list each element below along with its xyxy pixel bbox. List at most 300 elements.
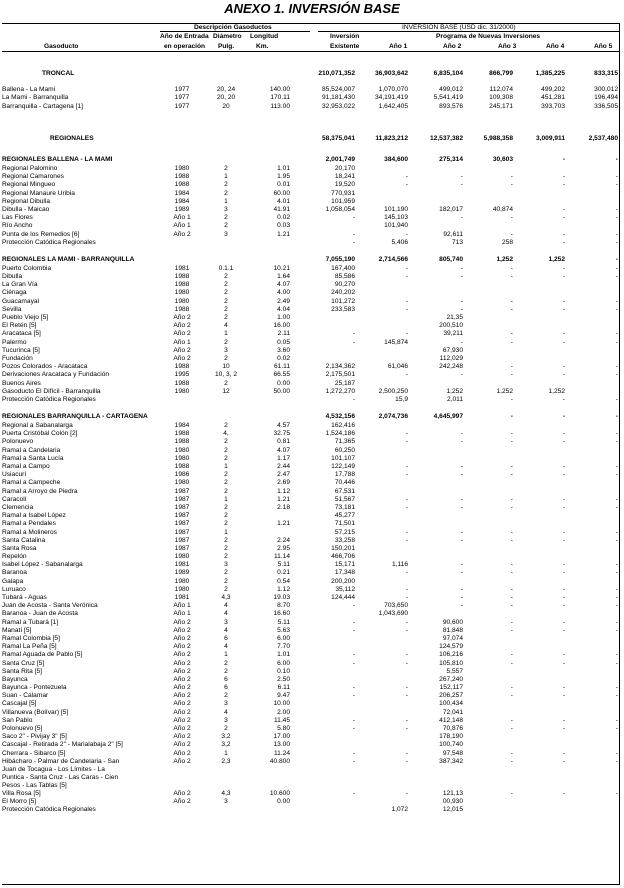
total-value: - <box>615 255 618 263</box>
anio-5-cell: - <box>615 214 618 222</box>
total-value: 1,252 <box>548 255 565 263</box>
anio-5-cell: - <box>615 789 618 797</box>
inversion-existente-cell <box>290 676 355 684</box>
length-cell <box>250 396 290 404</box>
anio-2-cell <box>408 610 463 618</box>
inversion-existente-cell: 770,931 <box>331 189 355 197</box>
year-cell: Año 2 <box>173 667 191 675</box>
length-cell: 40.800 <box>269 757 290 765</box>
spacer-cell <box>2 143 618 155</box>
length-cell: 17.00 <box>273 733 290 741</box>
total-value: 2,714,566 <box>378 255 408 263</box>
anio-5-cell: - <box>615 528 618 536</box>
anio-1-cell <box>355 289 408 297</box>
anio-5-cell: - <box>615 651 618 659</box>
anio-5-cell: - <box>615 305 618 313</box>
gasoducto-name: Santa Rosa <box>2 544 37 552</box>
anio-5-cell <box>565 222 618 230</box>
gasoducto-name: Villanueva (Bolívar) [5] <box>2 708 69 716</box>
diameter-cell: 20 <box>222 102 230 110</box>
year-cell: Año 1 <box>173 602 191 610</box>
anio-3-cell: - <box>510 651 513 659</box>
anio-2-cell: 81,848 <box>442 626 463 634</box>
length-cell: 4.07 <box>277 281 290 289</box>
inversion-existente-cell: 71,501 <box>334 520 355 528</box>
anio-5-cell: - <box>615 395 618 403</box>
anio-4-cell <box>513 379 565 387</box>
anio-1-cell <box>355 190 408 198</box>
anio-1-cell <box>355 447 408 455</box>
year-cell: Año 2 <box>173 675 191 683</box>
diameter-cell: 12 <box>222 387 230 395</box>
diameter-cell: 6 <box>224 684 228 692</box>
anio-2-cell: - <box>460 495 463 503</box>
year-cell: 1987 <box>174 487 190 495</box>
table-row <box>2 355 618 363</box>
anio-5-cell: - <box>615 692 618 700</box>
table-row <box>2 561 618 569</box>
year-cell: 1989 <box>174 569 190 577</box>
table-row <box>2 388 618 396</box>
inversion-existente-cell: 32,953,022 <box>321 102 355 110</box>
length-cell: 7.70 <box>277 643 290 651</box>
table-row <box>2 430 618 438</box>
anio-5-cell <box>565 668 618 676</box>
table-row <box>2 265 618 273</box>
inversion-existente-cell: - <box>352 230 355 238</box>
diameter-cell: 3 <box>224 797 228 805</box>
length-cell: 0.05 <box>277 338 290 346</box>
gasoducto-name: Baranoa <box>2 569 27 577</box>
anio-1-cell: 1,043,690 <box>378 610 408 618</box>
gasoducto-name: Ballena - La Mami <box>2 86 56 94</box>
table-row <box>2 496 618 504</box>
diameter-cell <box>202 806 250 814</box>
length-cell: 2.47 <box>277 471 290 479</box>
inversion-existente-cell <box>290 643 355 651</box>
gasoducto-name: Ramal Aguada de Pablo [5] <box>2 651 83 659</box>
anio-4-cell: - <box>562 585 565 593</box>
length-cell: 8.70 <box>277 602 290 610</box>
year-cell: Año 2 <box>173 741 191 749</box>
anio-5-cell: - <box>615 659 618 667</box>
gasoducto-name: Santa Rita [5] <box>2 667 42 675</box>
diameter-cell: 2 <box>224 520 228 528</box>
diameter-cell: 10, 3, 2 <box>215 371 237 379</box>
section-label: REGIONALES BARRANQUILLA - CARTAGENA <box>2 413 148 420</box>
year-cell: 1981 <box>174 594 190 602</box>
anio-4-cell: - <box>562 659 565 667</box>
diameter-cell <box>202 239 250 247</box>
gasoducto-name: Puerto Colombia <box>2 264 52 272</box>
table-row <box>2 230 618 238</box>
anio-5-cell: - <box>615 230 618 238</box>
gasoducto-name: Ramal a Arroyo de Piedra <box>2 487 78 495</box>
gasoducto-name: Gasoducto El Difícil - Barranquilla <box>2 387 101 395</box>
regionales-total-value: 11,823,212 <box>375 134 408 142</box>
anio-5-cell: - <box>615 757 618 765</box>
anio-4-cell <box>513 322 565 330</box>
table-row <box>2 322 618 330</box>
anio-1-cell <box>355 422 408 430</box>
inversion-existente-cell: - <box>352 716 355 724</box>
anio-5-cell <box>565 643 618 651</box>
anio-2-cell: - <box>460 528 463 536</box>
diameter-cell: 2 <box>224 289 228 297</box>
anio-5-cell <box>565 488 618 496</box>
gasoducto-name: Luruaco <box>2 585 26 593</box>
anio-5-cell <box>565 610 618 618</box>
table-row <box>2 455 618 463</box>
diameter-cell: 2 <box>224 659 228 667</box>
diameter-cell: 3,2 <box>221 741 231 749</box>
year-cell: Año 2 <box>173 757 191 765</box>
gasoducto-name: Saco 2" - Pivijay 3" [5] <box>2 733 67 741</box>
length-cell: 113.00 <box>270 102 290 110</box>
anio-4-cell: - <box>562 395 565 403</box>
anio-3-cell <box>463 479 513 487</box>
investment-table <box>2 62 618 814</box>
anio-4-cell <box>513 314 565 322</box>
anio-2-cell: 12,015 <box>442 806 463 814</box>
anio-4-cell <box>513 190 565 198</box>
diameter-cell: 1 <box>224 173 228 181</box>
anio-2-cell: 178,190 <box>439 733 463 741</box>
anio-1-cell: - <box>405 230 408 238</box>
diameter-cell: 3,2 <box>221 733 231 741</box>
anio-2-cell <box>408 281 463 289</box>
gasoducto-name: Polonuevo [5] <box>2 725 43 733</box>
anio-5-cell <box>565 709 618 717</box>
anio-4-cell: - <box>562 651 565 659</box>
table-row <box>2 396 618 404</box>
inversion-existente-cell <box>290 347 355 355</box>
anio-1-cell <box>355 700 408 708</box>
anio-4-cell: - <box>562 594 565 602</box>
inversion-existente-cell: 51,567 <box>334 495 355 503</box>
anio-1-cell <box>355 553 408 561</box>
anio-4-cell: - <box>562 438 565 446</box>
anio-1-cell <box>355 578 408 586</box>
table-row <box>2 528 618 536</box>
table-row <box>2 289 618 297</box>
anio-1-cell: 145,103 <box>384 214 408 222</box>
gasoducto-name: Ramal a Pendales <box>2 520 56 528</box>
gasoducto-name: Puerta Cristóbal Colón [2] <box>2 430 78 438</box>
inversion-existente-cell: 17,788 <box>334 471 355 479</box>
table-row <box>2 422 618 430</box>
spacer-row <box>2 404 618 412</box>
year-cell: 1988 <box>174 463 190 471</box>
section-header-row <box>2 412 618 422</box>
anio-1-cell: - <box>405 273 408 281</box>
length-cell: 6.11 <box>277 684 290 692</box>
year-cell: Año 2 <box>173 716 191 724</box>
anio-4-cell <box>513 545 565 553</box>
anio-2-cell: 5,557 <box>446 667 463 675</box>
anio-3-cell: - <box>510 503 513 511</box>
anio-5-cell: - <box>615 569 618 577</box>
year-cell: Año 2 <box>173 643 191 651</box>
regionales-total-value: 5,988,358 <box>483 134 513 142</box>
gasoducto-name: Ramal a Campeche <box>2 479 61 487</box>
anio-5-cell: - <box>615 471 618 479</box>
anio-4-cell <box>513 733 565 741</box>
anio-1-cell: - <box>405 626 408 634</box>
anio-5-cell <box>565 347 618 355</box>
anio-4-cell <box>513 347 565 355</box>
diameter-cell: 2 <box>224 512 228 520</box>
anio-4-cell <box>513 668 565 676</box>
table-row <box>2 668 618 676</box>
inversion-existente-cell: 57,215 <box>334 528 355 536</box>
inversion-existente-cell: - <box>352 395 355 403</box>
year-cell: 1980 <box>174 479 190 487</box>
header-anio2: Año 2 <box>443 43 462 50</box>
inversion-existente-cell: 60,250 <box>334 446 355 454</box>
anio-3-cell <box>463 488 513 496</box>
anio-4-cell: - <box>562 528 565 536</box>
diameter-cell: 4,3 <box>221 789 231 797</box>
length-cell: 0.54 <box>277 577 290 585</box>
gasoducto-name: Ramal La Peña [5] <box>2 643 57 651</box>
anio-3-cell <box>463 379 513 387</box>
year-cell: Año 2 <box>173 322 191 330</box>
anio-3-cell <box>463 520 513 528</box>
inversion-existente-cell: - <box>352 725 355 733</box>
diameter-cell <box>202 396 250 404</box>
anio-5-cell <box>565 322 618 330</box>
anio-1-cell: 2,500,250 <box>378 387 408 395</box>
year-cell: Año 1 <box>173 222 191 230</box>
year-cell: 1987 <box>174 536 190 544</box>
anio-3-cell: - <box>510 536 513 544</box>
year-cell: 1988 <box>174 438 190 446</box>
anio-3-cell: - <box>510 626 513 634</box>
table-row <box>2 659 618 667</box>
anio-2-cell: 72,041 <box>442 708 463 716</box>
anio-2-cell: - <box>460 569 463 577</box>
anio-1-cell <box>355 676 408 684</box>
gasoducto-name: Protección Catódica Regionales <box>2 806 96 814</box>
year-cell: 1988 <box>174 181 190 189</box>
anio-2-cell: - <box>460 264 463 272</box>
header-inversion-1: Inversión <box>330 33 360 40</box>
gasoducto-name: El Morro [5] <box>2 797 37 805</box>
anio-4-cell: - <box>562 297 565 305</box>
table-row <box>2 379 618 387</box>
table-row <box>2 488 618 496</box>
anio-4-cell: - <box>562 569 565 577</box>
total-value: 384,600 <box>384 155 408 163</box>
anio-2-cell: 242,248 <box>439 363 463 371</box>
diameter-cell: 6 <box>224 675 228 683</box>
length-cell: 5.11 <box>277 618 290 626</box>
length-cell: 1.17 <box>277 454 290 462</box>
table-row <box>2 569 618 577</box>
inversion-existente-cell: 2,175,501 <box>325 371 355 379</box>
anio-5-cell: - <box>615 602 618 610</box>
anio-4-cell: - <box>562 305 565 313</box>
anio-2-cell: 121,13 <box>442 789 463 797</box>
year-cell: Año 2 <box>173 651 191 659</box>
total-value: 275,314 <box>439 155 463 163</box>
table-row <box>2 733 618 741</box>
gasoducto-name: Caracolí <box>2 495 27 503</box>
table-row <box>2 717 618 725</box>
diameter-cell: 4 <box>224 602 228 610</box>
anio-4-cell <box>513 512 565 520</box>
anio-3-cell: 1,252 <box>496 387 513 395</box>
diameter-cell: 20, 24 <box>216 86 236 94</box>
anio-4-cell <box>513 479 565 487</box>
year-cell: 1987 <box>174 503 190 511</box>
diameter-cell: 3 <box>224 346 228 354</box>
anio-4-cell <box>513 520 565 528</box>
diameter-cell: 2 <box>224 438 228 446</box>
anio-2-cell: - <box>460 214 463 222</box>
anio-1-cell: 1,116 <box>391 561 408 569</box>
year-cell: Año 2 <box>173 797 191 805</box>
anio-5-cell: - <box>615 463 618 471</box>
anio-4-cell <box>513 709 565 717</box>
length-cell: 4.01 <box>277 197 290 205</box>
gasoducto-name: Cascajal [5] <box>2 700 37 708</box>
anio-3-cell: 40,874 <box>492 205 513 213</box>
anio-4-cell <box>513 447 565 455</box>
anio-1-cell: 1,642,405 <box>378 102 408 110</box>
anio-4-cell <box>513 578 565 586</box>
anio-1-cell: - <box>405 716 408 724</box>
diameter-cell: 2,3 <box>221 757 231 765</box>
anio-3-cell: - <box>510 757 513 765</box>
diameter-cell: 2 <box>224 471 228 479</box>
anio-4-cell: - <box>562 173 565 181</box>
table-row <box>2 684 618 692</box>
length-cell: 10.00 <box>273 700 290 708</box>
anio-5-cell <box>565 355 618 363</box>
anio-2-cell: - <box>460 602 463 610</box>
anio-5-cell <box>565 455 618 463</box>
anio-4-cell <box>513 700 565 708</box>
table-row <box>2 165 618 173</box>
anio-2-cell: 182,017 <box>439 205 463 213</box>
anio-5-cell: 300,012 <box>594 86 618 94</box>
gasoducto-name: Villa Rosa [5] <box>2 789 41 797</box>
anio-4-cell: - <box>562 181 565 189</box>
diameter-cell: 20, 20 <box>216 94 236 102</box>
gasoducto-name: Regional a Sabanalarga <box>2 422 73 430</box>
anio-2-cell <box>408 479 463 487</box>
anio-3-cell: - <box>510 395 513 403</box>
year-cell: Año 1 <box>173 338 191 346</box>
length-cell: 10.21 <box>273 264 290 272</box>
length-cell: 66.55 <box>273 371 290 379</box>
anio-2-cell: - <box>460 536 463 544</box>
anio-4-cell <box>513 741 565 749</box>
anio-4-cell: - <box>562 214 565 222</box>
anio-4-cell: - <box>562 430 565 438</box>
inversion-existente-cell: - <box>352 692 355 700</box>
table-row <box>2 512 618 520</box>
anio-3-cell: - <box>510 594 513 602</box>
year-cell: 1980 <box>174 454 190 462</box>
diameter-cell: 2 <box>224 544 228 552</box>
inversion-existente-cell: 1,524,186 <box>325 430 355 438</box>
inversion-existente-cell: 91,181,430 <box>321 94 355 102</box>
length-cell: 5.11 <box>277 561 290 569</box>
table-row <box>2 94 618 102</box>
length-cell: 2.44 <box>277 463 290 471</box>
inversion-existente-cell <box>290 709 355 717</box>
length-cell: 32.75 <box>273 430 290 438</box>
gasoducto-name: Juan de Acosta - Santa Verónica <box>2 602 98 610</box>
anio-3-cell <box>463 709 513 717</box>
diameter-cell: 2 <box>224 338 228 346</box>
anio-3-cell: - <box>510 749 513 757</box>
table-row <box>2 700 618 708</box>
year-cell: Año 2 <box>173 708 191 716</box>
anio-3-cell <box>463 422 513 430</box>
table-row <box>2 438 618 446</box>
anio-4-cell <box>513 798 565 806</box>
year-cell: 1988 <box>174 173 190 181</box>
diameter-cell: 6 <box>224 634 228 642</box>
inversion-existente-cell: 33,258 <box>334 536 355 544</box>
anio-1-cell: - <box>405 725 408 733</box>
inversion-existente-cell: - <box>352 684 355 692</box>
inversion-existente-cell <box>290 635 355 643</box>
length-cell: 140.00 <box>269 86 290 94</box>
diameter-cell: 2 <box>224 273 228 281</box>
anio-4-cell: - <box>562 363 565 371</box>
anio-3-cell <box>463 610 513 618</box>
anio-2-cell: 67,930 <box>442 346 463 354</box>
troncal-total-value: 36,903,642 <box>374 70 408 78</box>
anio-4-cell: - <box>562 602 565 610</box>
gasoducto-name: Ciénaga <box>2 289 27 297</box>
gasoducto-name: Ramal a Campo <box>2 463 50 471</box>
inversion-existente-cell: 101,272 <box>331 297 355 305</box>
length-cell: 41.91 <box>273 205 290 213</box>
table-row <box>2 198 618 206</box>
anio-5-cell: - <box>615 297 618 305</box>
anio-3-cell: - <box>510 181 513 189</box>
anio-2-cell: 92,611 <box>443 230 463 238</box>
anio-1-cell: - <box>405 659 408 667</box>
year-cell: 1981 <box>174 561 190 569</box>
anio-1-cell: - <box>405 371 408 379</box>
inversion-existente-cell: 1,272,270 <box>325 387 355 395</box>
inversion-existente-cell: - <box>352 618 355 626</box>
diameter-cell: 1 <box>224 330 228 338</box>
header-anio4: Año 4 <box>546 43 565 50</box>
anio-2-cell: 70,876 <box>442 725 463 733</box>
inversion-existente-cell <box>290 355 355 363</box>
diameter-cell: 2 <box>224 585 228 593</box>
gasoducto-name: Bayunca <box>2 675 28 683</box>
anio-2-cell: - <box>460 430 463 438</box>
header-group-desc: Descripción Gasoductos <box>194 24 272 31</box>
year-cell: Año 2 <box>173 346 191 354</box>
anio-3-cell <box>463 355 513 363</box>
regionales-total-value: 58,375,041 <box>321 134 355 142</box>
anio-5-cell: - <box>615 330 618 338</box>
table-row <box>2 578 618 586</box>
anio-5-cell <box>565 379 618 387</box>
table-row <box>2 651 618 659</box>
gasoducto-name: Aracataca [5] <box>2 330 41 338</box>
